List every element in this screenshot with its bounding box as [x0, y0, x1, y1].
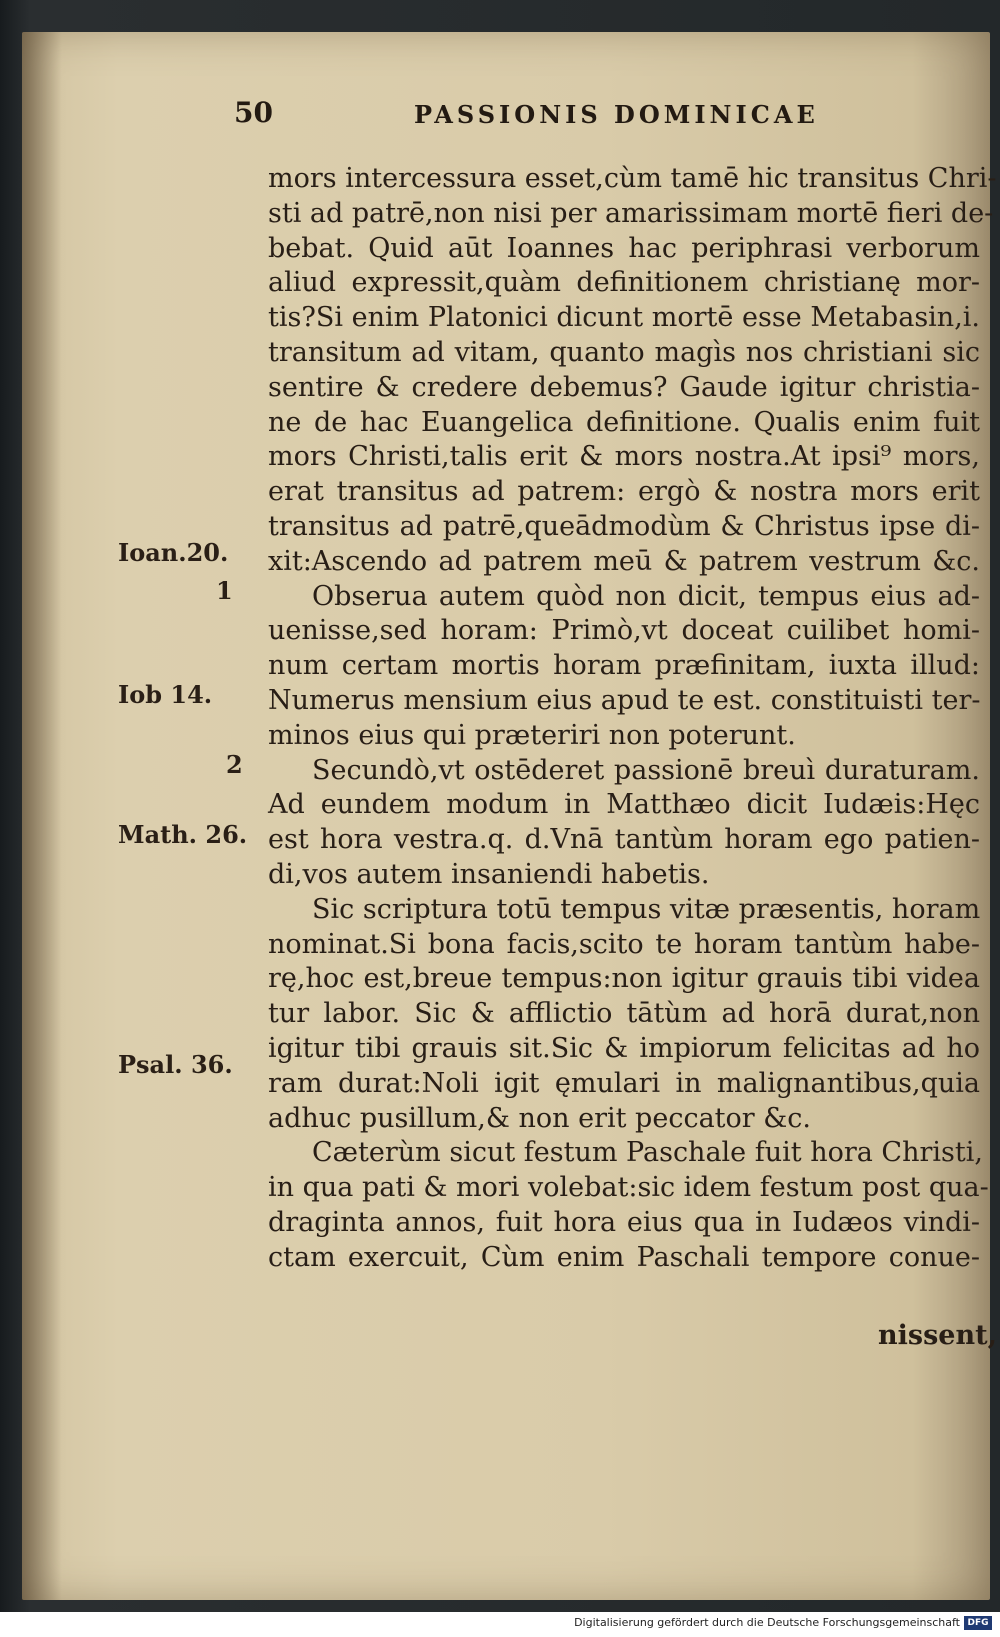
- text-line: transitum ad vitam, quanto magìs nos christiani sic: [268, 336, 980, 368]
- text-line: draginta annos, fuit hora eius qua in Iudæos vindi-: [268, 1206, 980, 1238]
- text-line: Numerus mensium eius apud te est. constituisti ter-: [268, 684, 981, 716]
- text-line: tur labor. Sic & afflictio tātùm ad horā durat,non: [268, 998, 980, 1030]
- text-line: rę,hoc est,breue tempus:non igitur grauis tibi videa: [268, 963, 980, 995]
- catchword: nissent,: [878, 1320, 997, 1351]
- text-line: erat transitus ad patrem: ergò & nostra mors erit: [268, 476, 980, 508]
- text-line: di,vos autem insaniendi habetis.: [268, 858, 710, 890]
- text-line: mors Christi,talis erit & mors nostra.At ipsi⁹ mors,: [268, 441, 980, 473]
- text-line: sti ad patrē,non nisi per amarissimam mortē fieri de-: [268, 197, 994, 229]
- margin-note-psal: Psal. 36.: [118, 1050, 233, 1079]
- margin-note-math: Math. 26.: [118, 820, 248, 849]
- text-line: transitus ad patrē,queādmodùm & Christus ipse di-: [268, 510, 980, 542]
- body-text: [268, 162, 997, 1276]
- text-line: ne de hac Euangelica definitione. Qualis enim fuit: [268, 406, 980, 438]
- page-number: 50: [234, 96, 273, 129]
- text-line: Obserua autem quòd non dicit, tempus eius ad-: [312, 580, 980, 612]
- text-line: bebat. Quid aūt Ioannes hac periphrasi verborum: [268, 232, 980, 264]
- text-line: minos eius qui præteriri non poterunt.: [268, 719, 796, 751]
- text-line: igitur tibi grauis sit.Sic & impiorum felicitas ad ho: [268, 1032, 980, 1064]
- text-line: sentire & credere debemus? Gaude igitur christia-: [268, 371, 980, 403]
- text-line: adhuc pusillum,& non erit peccator &c.: [268, 1102, 811, 1134]
- text-line: Cæterùm sicut festum Paschale fuit hora Christi,: [312, 1137, 983, 1169]
- margin-note-ioan: Ioan.20.: [118, 538, 229, 567]
- margin-note-number-1: 1: [216, 576, 233, 605]
- page-gutter-shadow: [22, 32, 62, 1600]
- text-line: ram durat:Noli igit ęmulari in malignantibus,quia: [268, 1067, 980, 1099]
- dfg-logo-icon: DFG: [964, 1616, 992, 1630]
- margin-note-iob: Iob 14.: [118, 680, 213, 709]
- text-line: ctam exercuit, Cùm enim Paschali tempore conue-: [268, 1241, 980, 1273]
- text-line: uenisse,sed horam: Primò,vt doceat cuilibet homi-: [268, 615, 980, 647]
- text-line: mors intercessura esset,cùm tamē hic transitus Chri-: [268, 163, 997, 194]
- footer-credit: Digitalisierung gefördert durch die Deutsche Forschungsgemeinschaft: [574, 1616, 960, 1629]
- text-line: Ad eundem modum in Matthæo dicit Iudæis:Hęc: [268, 789, 980, 821]
- text-line: est hora vestra.q. d.Vnā tantùm horam ego patien-: [268, 824, 980, 856]
- book-page: [22, 32, 997, 1600]
- text-line: tis?Si enim Platonici dicunt mortē esse Metabasin,i.: [268, 302, 980, 334]
- footer-bar: [0, 1612, 1000, 1637]
- text-line: aliud expressit,quàm definitionem christianę mor-: [268, 267, 980, 299]
- text-line: num certam mortis horam præfinitam, iuxta illud:: [268, 650, 980, 682]
- margin-note-number-2: 2: [226, 750, 243, 779]
- page-header: [22, 92, 990, 132]
- running-title: PASSIONIS DOMINICAE: [414, 100, 819, 129]
- text-line: Secundò,vt ostēderet passionē breuì duraturam.: [312, 754, 980, 786]
- text-line: Sic scriptura totū tempus vitæ præsentis, horam: [312, 893, 981, 925]
- text-line: xit:Ascendo ad patrem meū & patrem vestrum &c.: [268, 545, 980, 577]
- text-line: nominat.Si bona facis,scito te horam tantùm habe-: [268, 928, 980, 960]
- text-line: in qua pati & mori volebat:sic idem festum post qua-: [268, 1172, 989, 1204]
